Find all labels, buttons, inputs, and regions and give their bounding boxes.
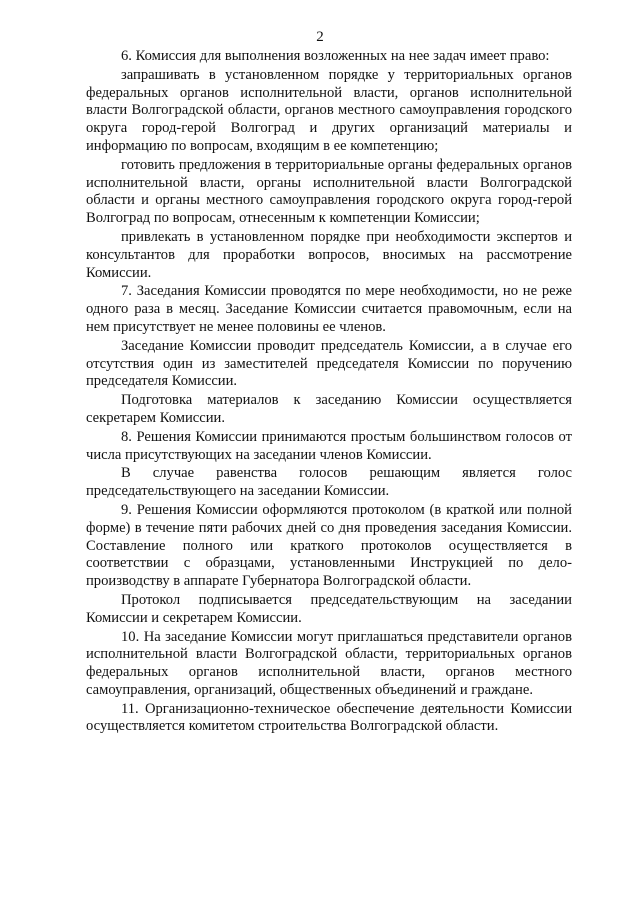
paragraph-6-involve-experts: привлекать в установленном порядке при необходимости экспертов и консультантов для проработки вопросов, вносимых на рассмотрение Комиссии. <box>86 228 572 281</box>
paragraph-8-tie-vote: В случае равенства голосов решающим является голос председательствующего на заседании Комиссии. <box>86 465 572 500</box>
paragraph-7-chair: Заседание Комиссии проводит председатель Комиссии, а в случае его отсутствия один из заместителей председателя Комиссии по поручению председателя Комиссии. <box>86 337 572 390</box>
document-body <box>86 48 572 736</box>
paragraph-7-materials: Подготовка материалов к заседанию Комиссии осуществляется секретарем Комиссии. <box>86 392 572 426</box>
paragraph-11-support: 11. Организационно-техническое обеспечение деятельности Комиссии осуществляется комитетом строительства Волгоградской области. <box>86 700 572 735</box>
page-number: 2 <box>316 29 324 45</box>
paragraph-10-invitees: 10. На заседание Комиссии могут приглашаться представители органов исполнительной власти Волгоградской области, территориальных органов федеральных органов исполнительной власти, органов местного самоуправления, организаций, общественных объединений и граждане. <box>86 628 572 698</box>
paragraph-6-request-info: запрашивать в установленном порядке у территориальных органов федеральных органов исполнительной власти, органов исполнительной власти Волгоградской области, органов местного самоуправления городского округа город-герой Волгоград и других организаций материалы и информацию по вопросам, входящим в ее компетенцию; <box>86 66 572 154</box>
paragraph-8-decisions: 8. Решения Комиссии принимаются простым большинством голосов от числа присутствующих на заседании членов Комиссии. <box>86 428 572 463</box>
paragraph-9-signature: Протокол подписывается председательствующим на заседании Комиссии и секретарем Комиссии. <box>86 591 572 626</box>
paragraph-6-intro: 6. Комиссия для выполнения возложенных на нее задач имеет право: <box>121 48 550 64</box>
paragraph-6-prepare-proposals: готовить предложения в территориальные органы федеральных органов исполнительной власти, органы исполнительной власти Волгоградской области и органы местного самоуправления городского округа город-герой Волгоград по вопросам, отнесенным к компетенции Комиссии; <box>86 156 572 227</box>
paragraph-9-minutes: 9. Решения Комиссии оформляются протоколом (в краткой или полной форме) в течение пяти рабочих дней со дня проведения заседания Комиссии. Составление полного или краткого протоколов осуществляется в соответствии с образцами, установленными Инструкцией по дело-производству в аппарате Губернатора Волгоградской области. <box>86 501 572 590</box>
paragraph-7-meetings: 7. Заседания Комиссии проводятся по мере необходимости, но не реже одного раза в месяц. Заседание Комиссии считается правомочным, если на нем присутствует не менее половины ее членов. <box>86 283 572 335</box>
